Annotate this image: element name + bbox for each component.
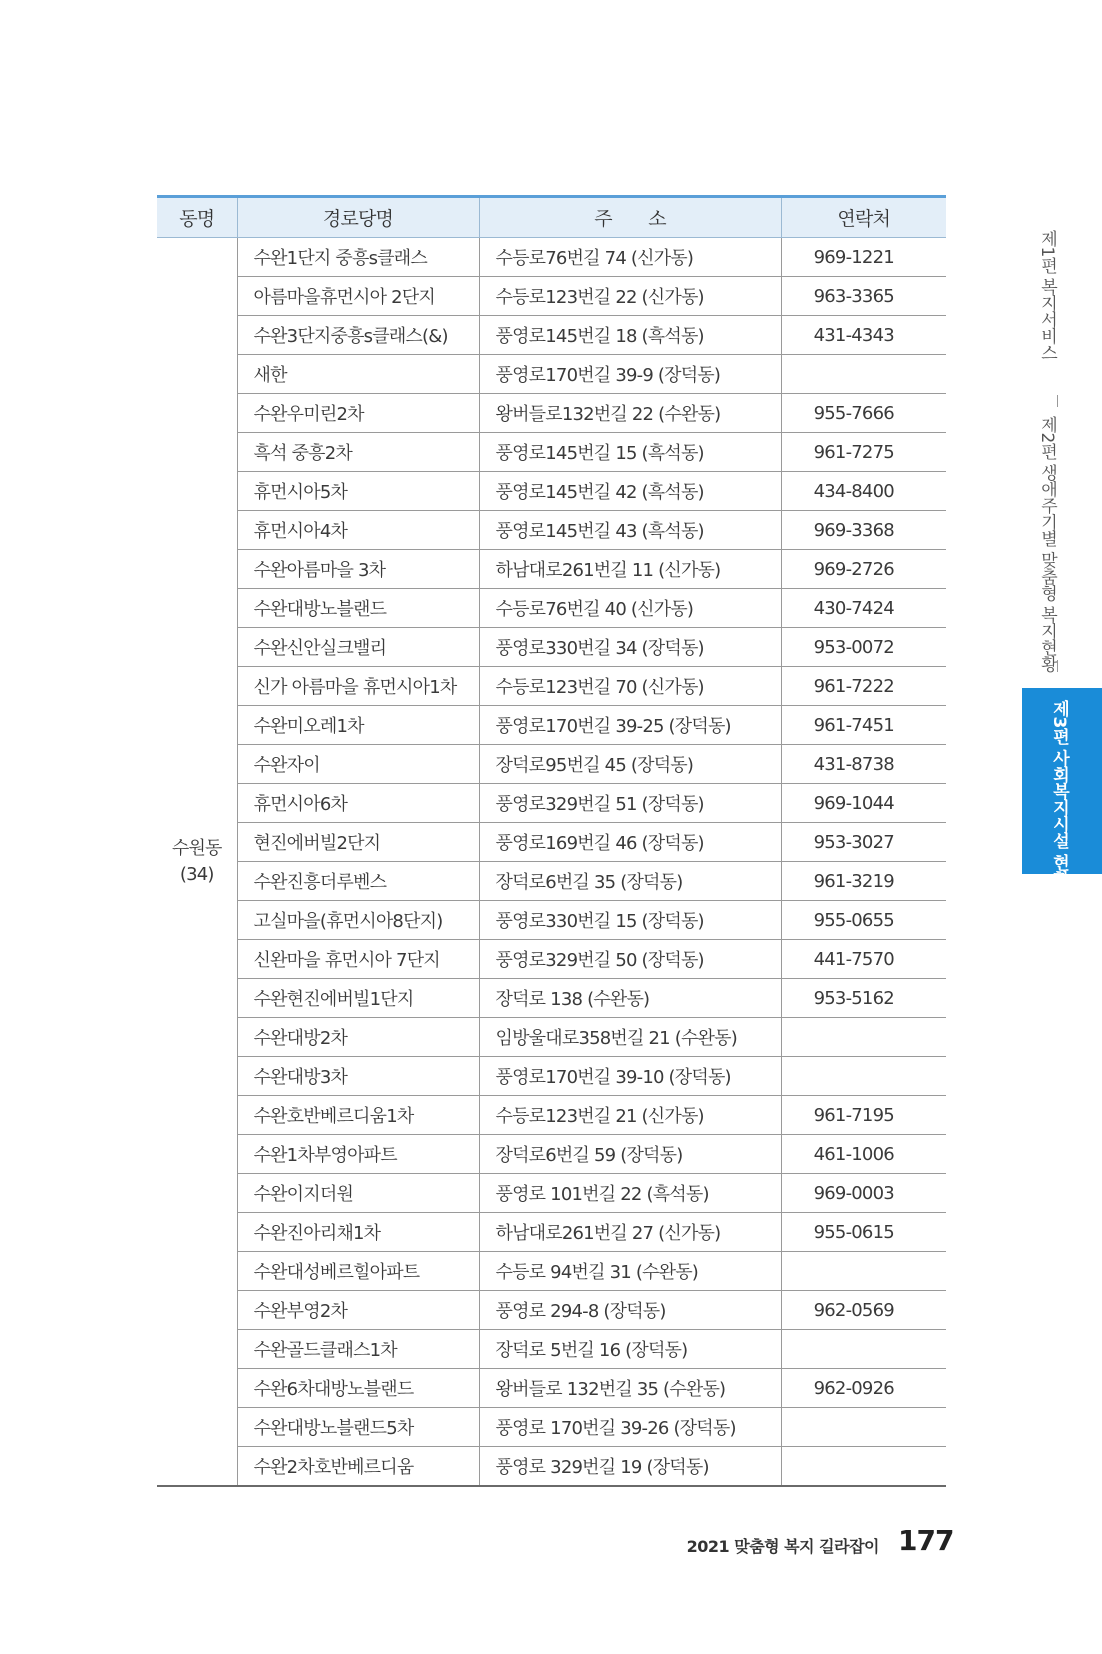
facility-name: 수완대방노블랜드5차 [237,1408,479,1447]
facility-tel [781,1018,946,1057]
table-row [157,355,946,394]
facility-tel: 969-1221 [781,238,946,277]
side-tab-part2[interactable]: 제2편 생애주기별 맞춤형 복지현황 [1037,416,1057,673]
facility-address: 장덕로 138 (수완동) [479,979,781,1018]
table-row [157,1291,946,1330]
table-row [157,1096,946,1135]
facility-address: 수등로76번길 40 (신가동) [479,589,781,628]
facility-tel: 961-7195 [781,1096,946,1135]
facility-name: 수완1단지 중흥s클래스 [237,238,479,277]
facility-name: 수완부영2차 [237,1291,479,1330]
facility-tel: 962-0926 [781,1369,946,1408]
facility-address: 장덕로95번길 45 (장덕동) [479,745,781,784]
side-tab-part3-active[interactable]: 제3편 사회복지시설 현황 [1049,700,1069,888]
table-row [157,979,946,1018]
facility-address: 하남대로261번길 27 (신가동) [479,1213,781,1252]
facility-address: 장덕로 5번길 16 (장덕동) [479,1330,781,1369]
facility-name: 수완골드클래스1차 [237,1330,479,1369]
facility-name: 수완아름마을 3차 [237,550,479,589]
facility-address: 풍영로145번길 18 (흑석동) [479,316,781,355]
facility-name: 수완진흥더루벤스 [237,862,479,901]
facility-address: 장덕로6번길 35 (장덕동) [479,862,781,901]
dong-name: 수원동 [171,837,222,859]
table-row [157,1018,946,1057]
table-row [157,1135,946,1174]
table-row [157,667,946,706]
facility-tel: 953-5162 [781,979,946,1018]
table-row [157,1213,946,1252]
facility-name: 수완대방2차 [237,1018,479,1057]
facility-name: 수완이지더원 [237,1174,479,1213]
facility-address: 수등로 94번길 31 (수완동) [479,1252,781,1291]
facility-tel: 969-3368 [781,511,946,550]
table-row [157,316,946,355]
facility-tel: 969-0003 [781,1174,946,1213]
facility-name: 수완2차호반베르디움 [237,1447,479,1487]
facility-name: 수완자이 [237,745,479,784]
header-name: 경로당명 [237,197,479,238]
facility-tel: 431-8738 [781,745,946,784]
facility-address: 풍영로145번길 43 (흑석동) [479,511,781,550]
header-address: 주 소 [479,197,781,238]
table-row [157,784,946,823]
facility-tel [781,1252,946,1291]
facility-address: 풍영로 101번길 22 (흑석동) [479,1174,781,1213]
facility-name: 새한 [237,355,479,394]
facility-tel: 441-7570 [781,940,946,979]
table-row [157,1447,946,1487]
table-body [157,238,946,1487]
facility-tel: 955-7666 [781,394,946,433]
side-tab-part1[interactable]: 제1편 복지서비스 [1037,230,1057,361]
facility-tel: 430-7424 [781,589,946,628]
facility-address: 수등로123번길 70 (신가동) [479,667,781,706]
facility-name: 수완대방3차 [237,1057,479,1096]
table-row [157,1174,946,1213]
facility-name: 수완진아리채1차 [237,1213,479,1252]
facility-address: 풍영로145번길 42 (흑석동) [479,472,781,511]
facility-address: 수등로76번길 74 (신가동) [479,238,781,277]
facility-address: 수등로123번길 22 (신가동) [479,277,781,316]
dong-cell [157,238,237,1487]
facility-address: 풍영로330번길 34 (장덕동) [479,628,781,667]
table-row [157,1330,946,1369]
facility-name: 수완1차부영아파트 [237,1135,479,1174]
facility-name: 수완6차대방노블랜드 [237,1369,479,1408]
facility-address: 풍영로170번길 39-10 (장덕동) [479,1057,781,1096]
facility-name: 수완신안실크밸리 [237,628,479,667]
table-row [157,433,946,472]
table-row [157,1057,946,1096]
facility-name: 수완우미린2차 [237,394,479,433]
table-row [157,940,946,979]
facility-tel: 961-7222 [781,667,946,706]
side-tab-divider [1057,395,1058,407]
facility-address: 왕버들로132번길 22 (수완동) [479,394,781,433]
facility-name: 수완미오레1차 [237,706,479,745]
facility-tel: 969-1044 [781,784,946,823]
facility-name: 수완대성베르힐아파트 [237,1252,479,1291]
table-row [157,550,946,589]
table-row [157,238,946,277]
facility-address: 왕버들로 132번길 35 (수완동) [479,1369,781,1408]
facility-address: 풍영로170번길 39-9 (장덕동) [479,355,781,394]
table-header-row [157,197,946,238]
facility-name: 수완3단지중흥s클래스(&) [237,316,479,355]
facility-tel [781,1408,946,1447]
facility-name: 신완마을 휴먼시아 7단지 [237,940,479,979]
facility-address: 풍영로329번길 50 (장덕동) [479,940,781,979]
facility-tel: 955-0655 [781,901,946,940]
facility-tel: 461-1006 [781,1135,946,1174]
facility-address: 하남대로261번길 11 (신가동) [479,550,781,589]
facility-address: 풍영로329번길 51 (장덕동) [479,784,781,823]
facility-tel: 962-0569 [781,1291,946,1330]
facility-name: 아름마을휴먼시아 2단지 [237,277,479,316]
facility-name: 현진에버빌2단지 [237,823,479,862]
table-row [157,277,946,316]
facility-address: 풍영로 329번길 19 (장덕동) [479,1447,781,1487]
facility-address: 풍영로 170번길 39-26 (장덕동) [479,1408,781,1447]
facility-address: 풍영로 294-8 (장덕동) [479,1291,781,1330]
table-row [157,862,946,901]
table-row [157,1408,946,1447]
facility-address: 풍영로169번길 46 (장덕동) [479,823,781,862]
facility-tel: 955-0615 [781,1213,946,1252]
facility-name: 휴먼시아6차 [237,784,479,823]
facility-tel [781,355,946,394]
facility-address: 풍영로145번길 15 (흑석동) [479,433,781,472]
table-row [157,1369,946,1408]
facility-tel [781,1447,946,1487]
facility-tel: 963-3365 [781,277,946,316]
dong-count: (34) [179,863,214,885]
facility-tel: 953-3027 [781,823,946,862]
side-tab-divider [1057,660,1058,672]
facility-address: 풍영로170번길 39-25 (장덕동) [479,706,781,745]
facility-name: 고실마을(휴먼시아8단지) [237,901,479,940]
facility-table [157,195,946,1487]
table-row [157,745,946,784]
facility-tel [781,1057,946,1096]
facility-name: 수완현진에버빌1단지 [237,979,479,1018]
table-row [157,823,946,862]
facility-name: 흑석 중흥2차 [237,433,479,472]
table-row [157,472,946,511]
table-row [157,511,946,550]
table-row [157,901,946,940]
facility-tel: 969-2726 [781,550,946,589]
table-row [157,1252,946,1291]
table-row [157,628,946,667]
facility-address: 장덕로6번길 59 (장덕동) [479,1135,781,1174]
facility-tel: 431-4343 [781,316,946,355]
table-row [157,394,946,433]
facility-tel: 434-8400 [781,472,946,511]
header-dong: 동명 [157,197,237,238]
facility-address: 임방울대로358번길 21 (수완동) [479,1018,781,1057]
header-tel: 연락처 [781,197,946,238]
facility-address: 풍영로330번길 15 (장덕동) [479,901,781,940]
facility-name: 휴먼시아4차 [237,511,479,550]
table-row [157,706,946,745]
facility-tel [781,1330,946,1369]
facility-name: 수완대방노블랜드 [237,589,479,628]
footer-title: 2021 맞춤형 복지 길라잡이 [686,1537,879,1556]
facility-address: 수등로123번길 21 (신가동) [479,1096,781,1135]
facility-name: 휴먼시아5차 [237,472,479,511]
page-number: 177 [898,1524,954,1557]
table-row [157,589,946,628]
facility-name: 신가 아름마을 휴먼시아1차 [237,667,479,706]
facility-tel: 953-0072 [781,628,946,667]
facility-tel: 961-7451 [781,706,946,745]
facility-name: 수완호반베르디움1차 [237,1096,479,1135]
facility-tel: 961-3219 [781,862,946,901]
facility-tel: 961-7275 [781,433,946,472]
